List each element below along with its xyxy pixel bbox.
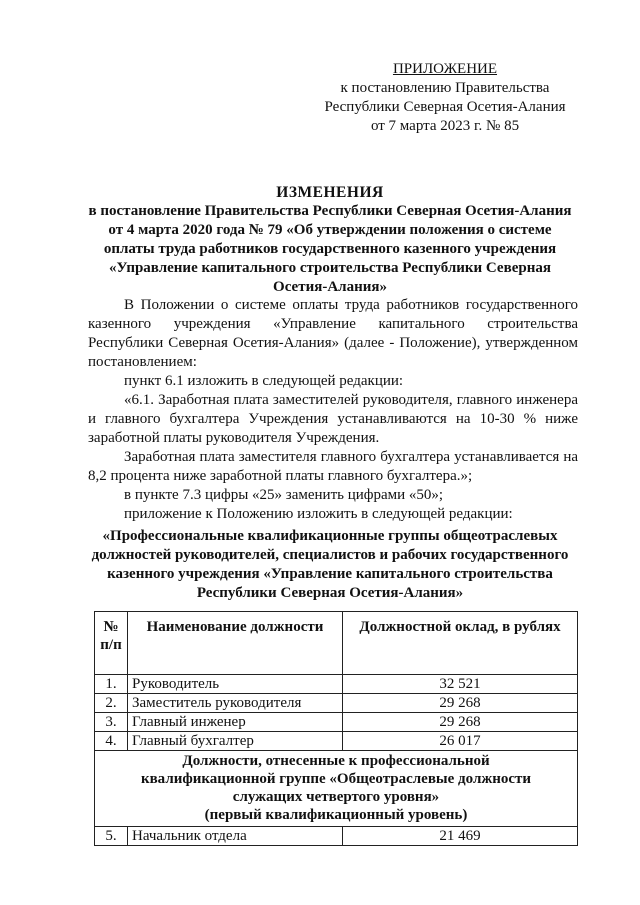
row-position: Главный инженер (128, 713, 343, 732)
group-line: квалификационной группе «Общеотраслевые должности (140, 771, 532, 787)
row-salary: 29 268 (343, 694, 578, 713)
appendix-line: Республики Северная Осетия-Алания (324, 99, 566, 115)
row-number: 3. (95, 713, 128, 732)
table-row (95, 694, 578, 713)
row-position: Руководитель (128, 675, 343, 694)
group-line: Должности, отнесенные к профессиональной (182, 753, 490, 769)
subtitle-line: должностей руководителей, специалистов и рабочих государственного (91, 547, 569, 563)
body-paragraph: пункт 6.1 изложить в следующей редакции: (124, 373, 404, 389)
document-title (80, 183, 580, 297)
table-row (95, 713, 578, 732)
row-number: 1. (95, 675, 128, 694)
body-paragraph: «6.1. Заработная плата заместителей руководителя, главного инженера и главного бухгалтера Учреждения устанавливаются на 10-30 % ниже заработной платы руководителя Учреждения. (88, 392, 578, 446)
table-header-row (95, 612, 578, 675)
title-line: в постановление Правительства Республики Северная Осетия-Алания (88, 203, 572, 219)
title-line: Осетия-Алания» (273, 279, 387, 295)
table-row (95, 827, 578, 846)
appendix-subtitle (80, 527, 580, 603)
body-paragraph: В Положении о системе оплаты труда работников государственного казенного учреждения «Управление капитального строительства Республики Северная Осетия-Алания» (далее - Положение), утвержденном постановлением: (88, 297, 578, 370)
group-line: (первый квалификационный уровень) (204, 807, 468, 823)
row-number: 2. (95, 694, 128, 713)
appendix-date: от 7 марта 2023 г. № 85 (370, 118, 520, 134)
row-salary: 29 268 (343, 713, 578, 732)
subtitle-line: «Профессиональные квалификационные группы общеотраслевых (102, 528, 558, 544)
row-position: Заместитель руководителя (128, 694, 343, 713)
table-row (95, 675, 578, 694)
table-row (95, 732, 578, 751)
row-number: 4. (95, 732, 128, 751)
salary-table (94, 611, 578, 846)
group-heading (95, 751, 578, 827)
row-position: Начальник отдела (128, 827, 343, 846)
row-salary: 32 521 (343, 675, 578, 694)
row-salary: 21 469 (343, 827, 578, 846)
row-salary: 26 017 (343, 732, 578, 751)
table-group-row (95, 751, 578, 827)
header-position: Наименование должности (128, 612, 343, 675)
header-number (95, 612, 128, 675)
subtitle-line: казенного учреждения «Управление капитального строительства (107, 566, 553, 582)
subtitle-line: Республики Северная Осетия-Алания» (196, 585, 464, 601)
body-paragraph: приложение к Положению изложить в следующей редакции: (124, 506, 513, 522)
header-number-sign: № (103, 619, 119, 635)
title-line: от 4 марта 2020 года № 79 «Об утверждении положения о системе (108, 222, 552, 238)
title-line: «Управление капитального строительства Республики Северная (109, 260, 551, 276)
appendix-block (300, 60, 590, 136)
body-paragraph: в пункте 7.3 цифры «25» заменить цифрами «50»; (124, 487, 444, 503)
appendix-heading: ПРИЛОЖЕНИЕ (392, 61, 498, 77)
title-line: оплаты труда работников государственного казенного учреждения (103, 241, 557, 257)
body-paragraph: Заработная плата заместителя главного бухгалтера устанавливается на 8,2 процента ниже заработной платы главного бухгалтера.»; (88, 449, 578, 484)
group-line: служащих четвертого уровня» (232, 789, 440, 805)
header-number-abbr: п/п (100, 637, 122, 653)
row-position: Главный бухгалтер (128, 732, 343, 751)
document-body (88, 296, 578, 524)
appendix-line: к постановлению Правительства (340, 80, 550, 96)
row-number: 5. (95, 827, 128, 846)
header-salary: Должностной оклад, в рублях (343, 612, 578, 675)
title-heading: ИЗМЕНЕНИЯ (276, 184, 384, 201)
